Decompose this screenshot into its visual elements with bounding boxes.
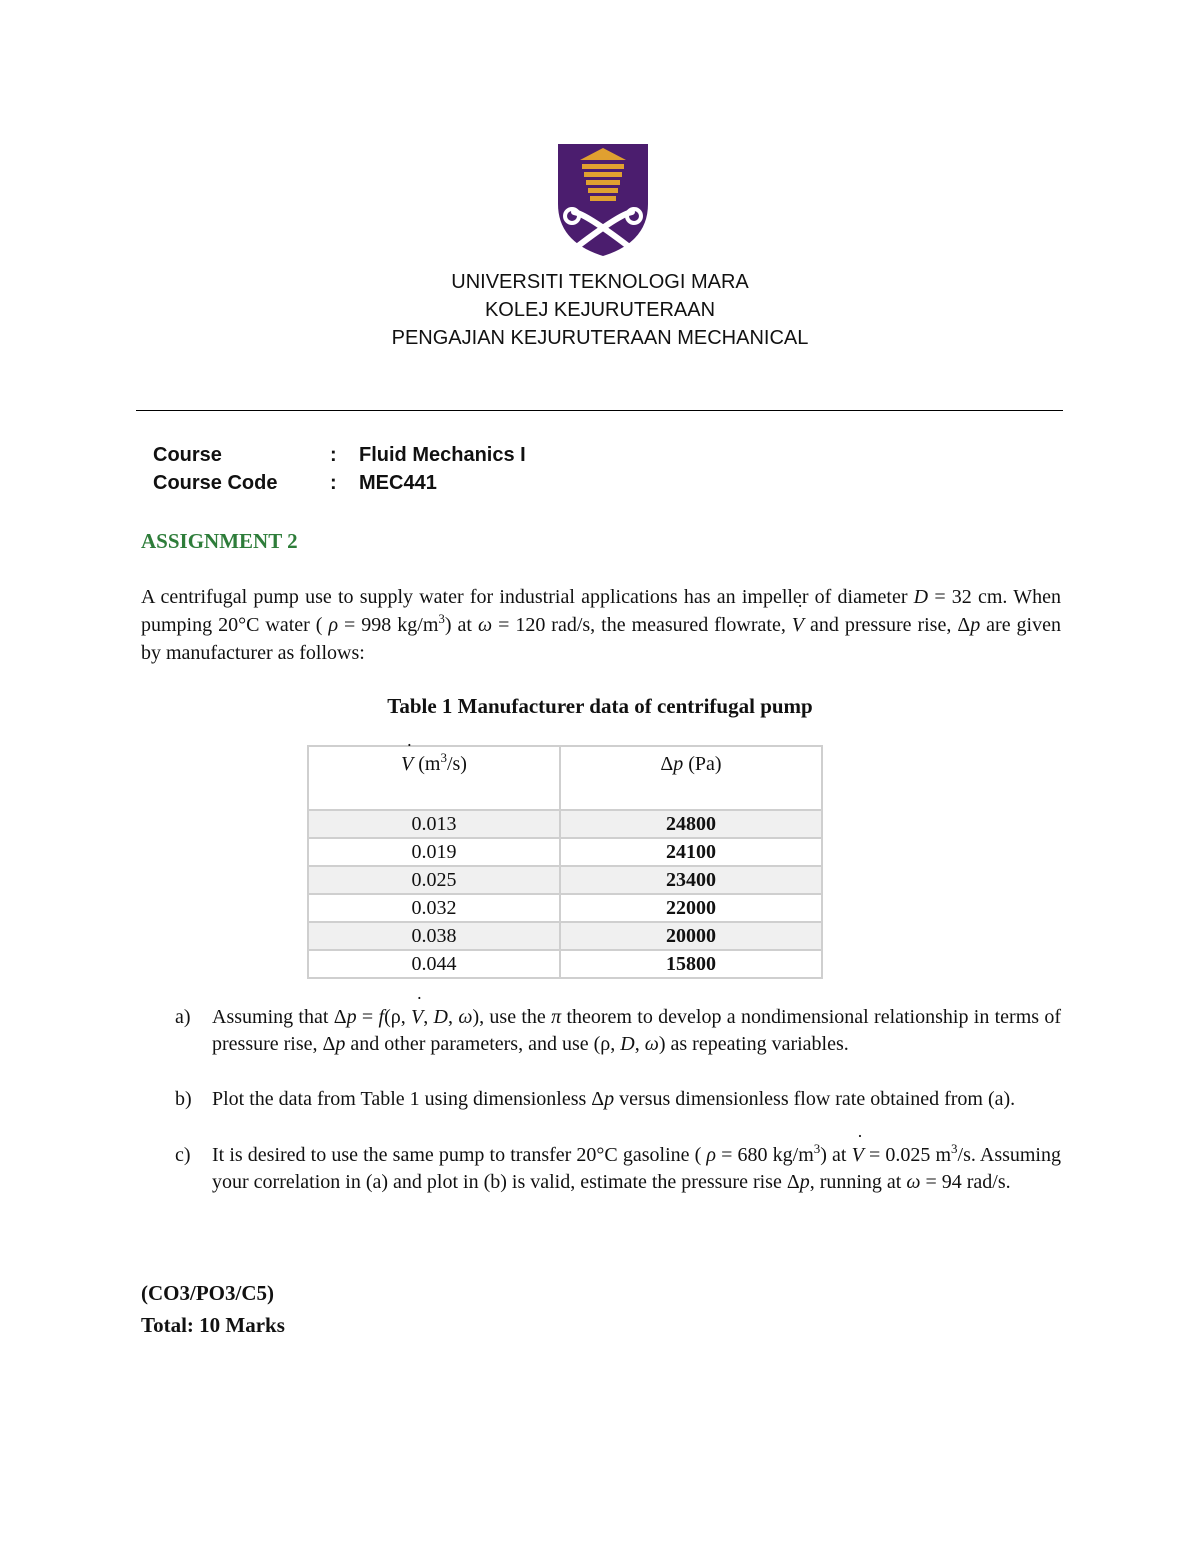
cell-pressure: 24100 [560,838,822,866]
cell-flowrate: 0.013 [308,810,560,838]
table-row [308,922,822,950]
course-label: Course [153,444,222,466]
question-c-text: It is desired to use the same pump to transfer 20°C gasoline ( ρ = 680 $kg/m^3$) at ˙ V = 0.025 $m^3/s$. Assuming your correlation in (a) and plot in (b) is valid, estimate the pressure rise Δp, running at ω = 94 rad/s. [212,1142,1061,1196]
question-b-label: b) [175,1088,192,1110]
course-code-value: MEC441 [359,472,437,494]
cell-pressure: 23400 [560,866,822,894]
cell-pressure: 22000 [560,894,822,922]
problem-statement: A centrifugal pump use to supply water for industrial applications has an impeller of diameter D = 32 cm. When pumping 20°C water ( ρ = 998 $kg/m^3$) at ω = 120 rad/s, the measured flowrate, ˙ V and pressure rise, Δp are given by manufacturer as follows: [141,583,1061,667]
cell-flowrate: 0.019 [308,838,560,866]
table-row [308,894,822,922]
cell-pressure: 20000 [560,922,822,950]
total-marks: Total: 10 Marks [141,1313,285,1337]
table-row [308,838,822,866]
cell-flowrate: 0.038 [308,922,560,950]
header-divider [136,410,1063,411]
assignment-title: ASSIGNMENT 2 [141,529,298,553]
question-c-label: c) [175,1144,191,1166]
table-row [308,810,822,838]
university-logo [556,142,650,258]
table-caption: Table 1 Manufacturer data of centrifugal pump [387,694,813,718]
pump-data-table [307,745,823,979]
header-flowrate: ˙ V $(m^3/s)$ [308,746,560,810]
college-name: KOLEJ KEJURUTERAAN [484,299,716,321]
header-pressure-rise: Δp (Pa) [560,746,822,810]
cell-flowrate: 0.032 [308,894,560,922]
cell-flowrate: 0.044 [308,950,560,978]
table-row [308,866,822,894]
cell-flowrate: 0.025 [308,866,560,894]
question-a-label: a) [175,1006,191,1028]
course-value: Fluid Mechanics I [359,444,526,466]
cell-pressure: 24800 [560,810,822,838]
question-a-text: Assuming that Δp = f(ρ, ˙ V, D, ω), use the π theorem to develop a nondimensional relationship in terms of pressure rise, Δp and other parameters, and use (ρ, D, ω) as repeating variables. [212,1004,1061,1058]
course-separator: : [330,444,337,466]
cell-pressure: 15800 [560,950,822,978]
question-b-text: Plot the data from Table 1 using dimensionless Δp versus dimensionless flow rate obtained from (a). [212,1088,1016,1110]
course-code-separator: : [330,472,337,494]
course-code-label: Course Code [153,472,278,494]
university-name: UNIVERSITI TEKNOLOGI MARA [451,271,749,293]
department-name: PENGAJIAN KEJURUTERAAN MECHANICAL [391,327,809,349]
table-header-row [308,746,822,810]
course-outcome: (CO3/PO3/C5) [141,1281,274,1305]
table-row [308,950,822,978]
